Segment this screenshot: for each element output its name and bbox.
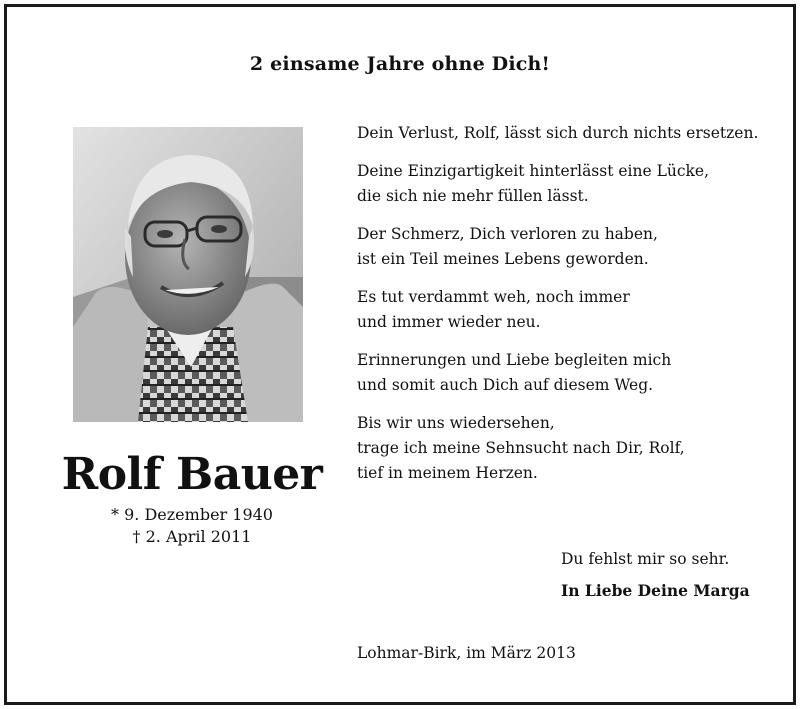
poem-line: ist ein Teil meines Lebens geworden. xyxy=(357,250,649,268)
deceased-name: Rolf Bauer xyxy=(61,449,323,500)
birth-date: * 9. Dezember 1940 xyxy=(111,505,273,524)
poem-line: Der Schmerz, Dich verloren zu haben, xyxy=(357,225,658,243)
poem-line: Es tut verdammt weh, noch immer xyxy=(357,288,630,306)
poem-line: die sich nie mehr füllen lässt. xyxy=(357,187,589,205)
poem xyxy=(357,121,777,499)
poem-line: tief in meinem Herzen. xyxy=(357,464,538,482)
poem-line: und immer wieder neu. xyxy=(357,313,541,331)
poem-line: Deine Einzigartigkeit hinterlässt eine Lücke, xyxy=(357,162,710,180)
poem-line: Dein Verlust, Rolf, lässt sich durch nichts ersetzen. xyxy=(357,124,759,142)
poem-stanza xyxy=(357,121,777,146)
poem-line: Erinnerungen und Liebe begleiten mich xyxy=(357,351,672,369)
poem-stanza xyxy=(357,348,777,398)
death-date: † 2. April 2011 xyxy=(132,527,252,546)
closing-line: Du fehlst mir so sehr. xyxy=(561,550,730,568)
poem-line: und somit auch Dich auf diesem Weg. xyxy=(357,376,654,394)
place-date: Lohmar-Birk, im März 2013 xyxy=(357,644,576,662)
portrait-photo xyxy=(73,127,303,422)
poem-stanza xyxy=(357,159,777,209)
poem-stanza xyxy=(357,411,777,486)
signature: In Liebe Deine Marga xyxy=(561,581,750,600)
poem-stanza xyxy=(357,222,777,272)
poem-line: trage ich meine Sehnsucht nach Dir, Rolf, xyxy=(357,439,685,457)
obituary-card xyxy=(4,4,796,705)
poem-stanza xyxy=(357,285,777,335)
headline: 2 einsame Jahre ohne Dich! xyxy=(249,53,551,75)
poem-line: Bis wir uns wiedersehen, xyxy=(357,414,555,432)
life-dates xyxy=(47,504,337,548)
